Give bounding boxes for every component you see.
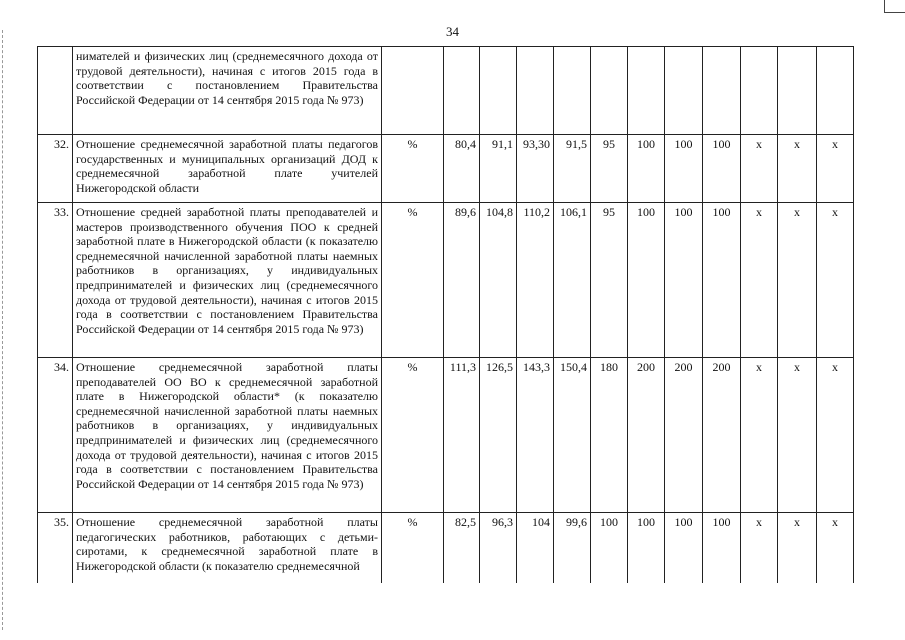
value-cell: 100 xyxy=(665,135,703,203)
scan-left-edge xyxy=(2,30,3,630)
value-cell: 95 xyxy=(591,135,628,203)
value-cell: x xyxy=(778,203,817,358)
row-number: 33. xyxy=(38,203,73,358)
value-cell xyxy=(444,47,480,135)
value-cell: 99,6 xyxy=(554,513,591,583)
value-cell: 180 xyxy=(591,358,628,513)
unit-cell: % xyxy=(382,513,444,583)
value-cell: 96,3 xyxy=(480,513,517,583)
unit-cell: % xyxy=(382,135,444,203)
value-cell: 100 xyxy=(628,203,665,358)
value-cell: 100 xyxy=(703,135,741,203)
value-cell: 89,6 xyxy=(444,203,480,358)
indicator-description: Отношение среднемесячной заработной платы педагогических работников, работающих с детьми-сиротами, к среднемесячной заработной плате в Нижегородской области (к показателю среднемесячной xyxy=(73,513,382,583)
value-cell: 143,3 xyxy=(517,358,554,513)
value-cell: x xyxy=(817,513,854,583)
value-cell: 100 xyxy=(591,513,628,583)
value-cell: 95 xyxy=(591,203,628,358)
value-cell: 106,1 xyxy=(554,203,591,358)
unit-cell: % xyxy=(382,358,444,513)
indicator-description: нимателей и физических лиц (среднемесячного дохода от трудовой деятельности), начиная с итогов 2015 года в соответствии с постановлением Правительства Российской Федерации от 14 сентября 2015 года № 973) xyxy=(73,47,382,135)
value-cell: 110,2 xyxy=(517,203,554,358)
value-cell: x xyxy=(741,358,778,513)
value-cell xyxy=(665,47,703,135)
page-number: 34 xyxy=(446,24,459,39)
value-cell: x xyxy=(778,513,817,583)
value-cell: x xyxy=(817,203,854,358)
value-cell xyxy=(703,47,741,135)
row-number xyxy=(38,47,73,135)
value-cell: 93,30 xyxy=(517,135,554,203)
indicator-description: Отношение среднемесячной заработной платы преподавателей ОО ВО к среднемесячной заработной плате в Нижегородской области* (к показателю среднемесячной начисленной заработной платы наемных работников в организациях, у индивидуальных предпринимателей и физических лиц (среднемесячного дохода от трудовой деятельности), начиная с итогов 2015 года в соответствии с постановлением Правительства Российской Федерации от 14 сентября 2015 года № 973) xyxy=(73,358,382,513)
value-cell: x xyxy=(741,135,778,203)
value-cell: 111,3 xyxy=(444,358,480,513)
value-cell xyxy=(517,47,554,135)
value-cell: 100 xyxy=(703,203,741,358)
value-cell: 200 xyxy=(628,358,665,513)
row-number: 32. xyxy=(38,135,73,203)
value-cell: 100 xyxy=(628,513,665,583)
value-cell: 104 xyxy=(517,513,554,583)
value-cell: 126,5 xyxy=(480,358,517,513)
value-cell: x xyxy=(778,135,817,203)
table-row xyxy=(38,135,854,203)
value-cell: 200 xyxy=(665,358,703,513)
value-cell: 82,5 xyxy=(444,513,480,583)
value-cell: x xyxy=(817,358,854,513)
indicator-description: Отношение среднемесячной заработной платы педагогов государственных и муниципальных организаций ДОД к среднемесячной заработной плате учителей Нижегородской области xyxy=(73,135,382,203)
value-cell xyxy=(741,47,778,135)
value-cell: x xyxy=(817,135,854,203)
value-cell: x xyxy=(741,513,778,583)
value-cell: 80,4 xyxy=(444,135,480,203)
scan-corner-mark xyxy=(884,0,905,13)
indicators-table xyxy=(37,46,854,583)
value-cell xyxy=(778,47,817,135)
table-row xyxy=(38,203,854,358)
value-cell: 100 xyxy=(703,513,741,583)
table-body xyxy=(38,47,854,583)
table-row xyxy=(38,513,854,583)
row-number: 35. xyxy=(38,513,73,583)
value-cell: 91,1 xyxy=(480,135,517,203)
value-cell xyxy=(591,47,628,135)
indicator-description: Отношение средней заработной платы преподавателей и мастеров производственного обучения ПОО к средней заработной плате в Нижегородской области (к показателю среднемесячной начисленной заработной платы наемных работников в организациях, у индивидуальных предпринимателей и физических лиц (среднемесячного дохода от трудовой деятельности), начиная с итогов 2015 года в соответствии с постановлением Правительства Российской Федерации от 14 сентября 2015 года № 973) xyxy=(73,203,382,358)
unit-cell: % xyxy=(382,203,444,358)
value-cell: 100 xyxy=(665,513,703,583)
value-cell xyxy=(817,47,854,135)
value-cell: 150,4 xyxy=(554,358,591,513)
table-row xyxy=(38,358,854,513)
value-cell: 100 xyxy=(628,135,665,203)
value-cell: 91,5 xyxy=(554,135,591,203)
value-cell: 200 xyxy=(703,358,741,513)
value-cell: 104,8 xyxy=(480,203,517,358)
row-number: 34. xyxy=(38,358,73,513)
value-cell xyxy=(628,47,665,135)
value-cell xyxy=(480,47,517,135)
value-cell: x xyxy=(741,203,778,358)
value-cell xyxy=(554,47,591,135)
value-cell: 100 xyxy=(665,203,703,358)
table-row xyxy=(38,47,854,135)
value-cell: x xyxy=(778,358,817,513)
unit-cell xyxy=(382,47,444,135)
